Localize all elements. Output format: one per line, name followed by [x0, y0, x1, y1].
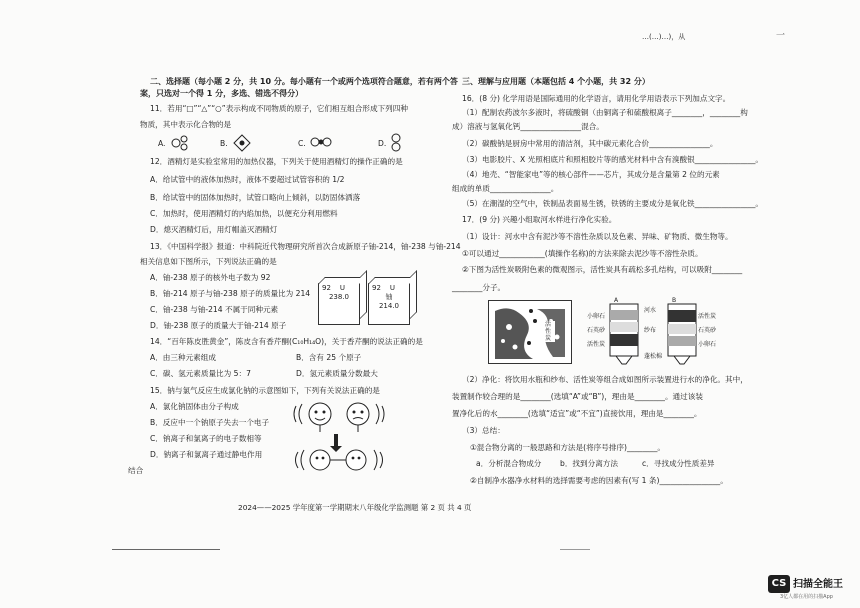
- q13-option-c: C．铀-238 与铀-214 不属于同种元素: [150, 305, 279, 314]
- q15-option-c: C．钠离子和氯离子的电子数相等: [150, 434, 262, 443]
- q12-text: 12．酒精灯是实验室常用的加热仪器，下列关于使用酒精灯的操作正确的是: [150, 157, 403, 166]
- camscanner-tagline: 3亿人都在用的扫描App: [780, 594, 833, 600]
- carbon-adsorption-figure: [488, 300, 572, 364]
- q11-option-c: C.: [298, 139, 306, 148]
- q15-text: 15．钠与氯气反应生成氯化钠的示意图如下，下列有关说法正确的是: [150, 386, 380, 395]
- q16-text: 16．(8 分) 化学用语是国际通用的化学语言，请用化学用语表示下列加点文字。: [462, 94, 731, 103]
- q14-text: 14．“百年陈皮胜黄金”，陈皮含有香芹酮(C₁₀H₁₄O)，关于香芹酮的说法正确的是: [150, 337, 423, 346]
- q13-text-cont: 相关信息如下图所示，下列说法正确的是: [140, 257, 277, 266]
- device-a-layer-2: 石英砂: [587, 327, 606, 334]
- camscanner-name: 扫描全能王: [793, 579, 843, 590]
- q11-text: 11．若用“□”“△”“○”表示构成不同物质的原子，它们相互组合形成下列四种: [150, 104, 408, 113]
- q17-item-2: ①可以通过____________(填操作名称)的方法来除去泥沙等不溶性杂质。: [462, 249, 703, 258]
- q15-option-b: B．反应中一个钠原子失去一个电子: [150, 418, 270, 427]
- q17-part3-opt-c: c．寻找成分性质差异: [642, 459, 715, 468]
- q11-option-b: B.: [220, 139, 228, 148]
- q16-item-1: （1）配制农药波尔多液时，将硫酸铜（由铜离子和硫酸根离子________，________构: [462, 108, 748, 117]
- q13-option-b: B．铀-214 原子与铀-238 原子的质量比为 214: [150, 289, 311, 298]
- q17-item-3: ②下图为活性炭吸附色素的微观图示，活性炭具有疏松多孔结构，可以吸附________: [462, 265, 743, 274]
- bottom-rule-right: [560, 549, 590, 550]
- device-b-label: B: [672, 297, 677, 304]
- molecule-a-icon: [170, 135, 190, 151]
- header-right-text: …(…)…)，从: [642, 33, 686, 41]
- cube2-number: 92: [372, 284, 381, 292]
- section-2-title: 二、选择题（每小题 2 分，共 10 分。每小题有一个或两个选项符合题意，若有两个答: [150, 77, 458, 86]
- device-b-layer-2: 石英砂: [698, 327, 717, 334]
- river-water-label: 河水: [644, 307, 657, 314]
- q14-option-d: D．氢元素质量分数最大: [296, 369, 378, 378]
- q14-option-c: C．碳、氢元素质量比为 5：7: [150, 369, 251, 378]
- q11-option-d: D.: [378, 139, 387, 148]
- uranium-214-cube: [368, 283, 410, 325]
- q13-option-a: A．铀-238 原子的核外电子数为 92: [150, 273, 271, 282]
- q16-item-4: （4）地壳、“智能家电”等的核心部件——芯片，其成分是含量第 2 位的元素: [462, 170, 720, 179]
- cube2-name: 铀: [385, 293, 393, 301]
- page-footer: 2024——2025 学年度第一学期期末八年级化学监测题 第 2 页 共 4 页: [238, 503, 472, 512]
- q15-option-a: A．氯化钠固体由分子构成: [150, 402, 239, 411]
- q17-part3-q1: ①混合物分离的一般思路和方法是(将序号排序)________。: [470, 443, 665, 452]
- q12-option-a: A．给试管中的液体加热时，液体不要超过试管容积的 1/2: [150, 175, 345, 184]
- bottom-rule-left: [112, 549, 220, 550]
- device-a-label: A: [614, 297, 619, 304]
- q17-part3-q2: ②自制净水器净水材料的选择需要考虑的因素有(写 1 条)________________。: [470, 476, 728, 485]
- cotton-label: 蓬松棉: [644, 353, 663, 360]
- device-a-layer-3: 活性炭: [587, 341, 606, 348]
- q12-option-d: D．熄灭酒精灯后，用灯帽盖灭酒精灯: [150, 225, 278, 234]
- cube2-symbol: U: [389, 284, 395, 292]
- q17-part2-line3: 置净化后的水________(选填“适宜”或“不宜”)直接饮用，理由是________。: [452, 409, 702, 418]
- q17-text: 17．(9 分) 兴趣小组取河水样进行净化实验。: [462, 215, 617, 224]
- q16-item-4-cont: 组成的单质________________。: [452, 184, 559, 193]
- q17-part2-line2: 装置制作较合理的是________(选填“A”或“B”)，理由是________。通过该装: [452, 392, 703, 401]
- sodium-chloride-cartoon: [290, 396, 400, 476]
- q12-option-c: C．加热时，使用酒精灯的内焰加热，以便充分利用燃料: [150, 209, 338, 218]
- uranium-238-cube: [318, 283, 360, 325]
- q15-tail: 结合: [128, 466, 144, 475]
- camscanner-watermark: [768, 575, 850, 599]
- q11-text-cont: 物质，其中表示化合物的是: [140, 120, 232, 129]
- camscanner-logo-icon: CS: [768, 575, 790, 593]
- q17-part3-title: （3）总结：: [462, 426, 505, 435]
- q15-option-d: D．钠离子和氯离子通过静电作用: [150, 450, 263, 459]
- q17-item-3-cont: ________分子。: [452, 283, 506, 292]
- q17-item-1: （1）设计：河水中含有泥沙等不溶性杂质以及色素、异味、矿物质、微生物等。: [462, 232, 733, 241]
- header-corner-mark: 一: [776, 31, 786, 41]
- q16-item-2: （2）碳酸钠是厨房中常用的清洁剂，其中碳元素化合价________________。: [462, 139, 718, 148]
- molecule-d-icon: [390, 133, 402, 153]
- q17-part3-opt-a: a．分析混合物成分: [476, 459, 542, 468]
- q11-option-a: A.: [158, 139, 166, 148]
- q14-option-a: A．由三种元素组成: [150, 353, 216, 362]
- q17-part3-opt-b: b．找到分离方法: [560, 459, 618, 468]
- q17-part2-line1: （2）净化：将饮用水瓶和纱布、活性炭等组合成如图所示装置进行水的净化。其中，: [462, 375, 748, 384]
- q16-item-1-cont: 成）溶液与氢氧化钙________________混合。: [452, 122, 604, 131]
- molecule-b-icon: [232, 133, 252, 153]
- gauze-label: 纱布: [644, 327, 657, 334]
- device-a-layer-1: 小卵石: [587, 313, 606, 320]
- carbon-label: 活性炭: [545, 321, 555, 342]
- q13-text: 13．《中国科学报》报道：中科院近代物理研究所首次合成新原子铀-214，铀-238 与铀-214: [150, 242, 461, 251]
- cube1-number: 92: [322, 284, 331, 292]
- cube1-symbol: U: [339, 284, 345, 292]
- q16-item-3: （3）电影胶片、X 光照相底片和照相胶片等的感光材料中含有溴酸银________________。: [462, 155, 764, 164]
- cube1-mass: 238.0: [328, 293, 350, 301]
- cube2-mass: 214.0: [378, 302, 400, 310]
- carbon-pores-drawing: [489, 301, 571, 363]
- q16-item-5: （5）在潮湿的空气中，铁制品表面易生锈，铁锈的主要成分是氧化铁________________。: [462, 199, 763, 208]
- molecule-c-icon: [310, 136, 332, 148]
- section-2-title-cont: 案，只选对一个得 1 分，多选、错选不得分）: [140, 89, 304, 98]
- device-b-layer-1: 活性炭: [698, 313, 717, 320]
- q14-option-b: B．含有 25 个原子: [296, 353, 362, 362]
- device-b-layer-3: 小卵石: [698, 341, 717, 348]
- q12-option-b: B．给试管中的固体加热时，试管口略向上倾斜，以防固体洒落: [150, 193, 361, 202]
- section-3-title: 三、理解与应用题（本题包括 4 个小题，共 32 分）: [462, 77, 650, 86]
- q13-option-d: D．铀-238 原子的质量大于铀-214 原子: [150, 321, 287, 330]
